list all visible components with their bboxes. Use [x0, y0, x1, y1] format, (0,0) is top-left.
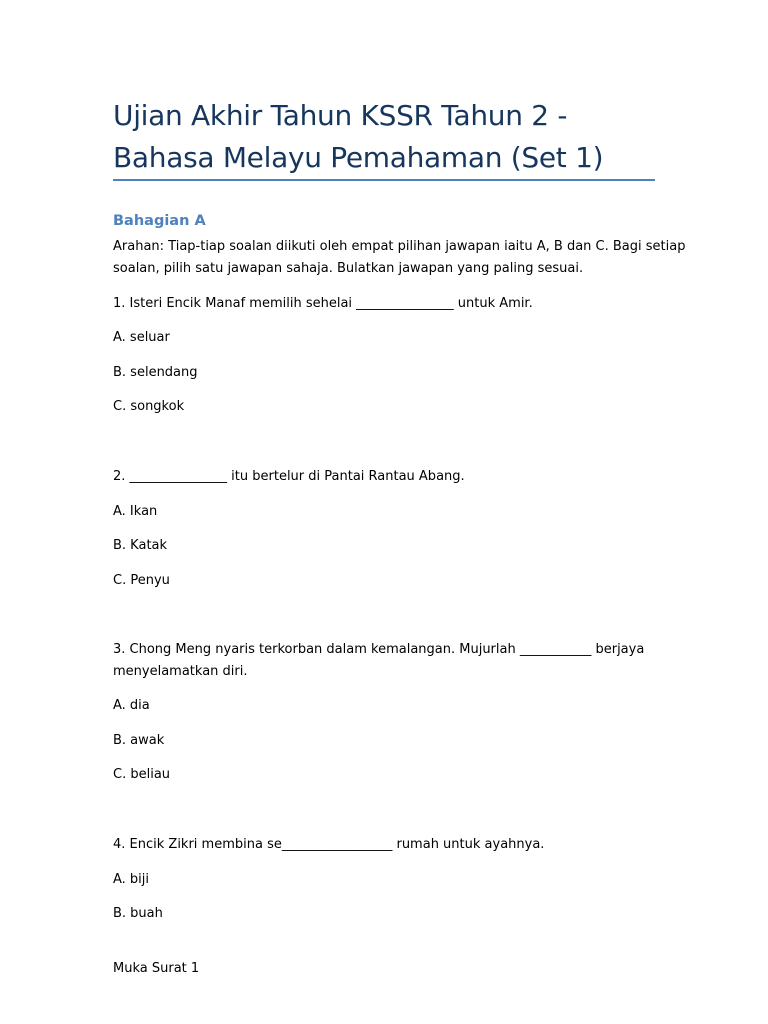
- instruction-line-1: Arahan: Tiap-tiap soalan diikuti oleh empat pilihan jawapan iaitu A, B dan C. Bagi setiap: [113, 239, 686, 254]
- question-4-option-a: A. biji: [113, 872, 150, 887]
- question-3-stem-line-1: 3. Chong Meng nyaris terkorban dalam kemalangan. Mujurlah ___________ berjaya: [113, 642, 645, 657]
- question-2-option-a: A. Ikan: [113, 504, 158, 519]
- page-footer: Muka Surat 1: [113, 961, 200, 976]
- question-2-option-b: B. Katak: [113, 538, 168, 553]
- question-3-option-c: C. beliau: [113, 767, 171, 782]
- title-underline-divider: [113, 179, 655, 181]
- question-4-option-b: B. buah: [113, 906, 163, 921]
- question-1-option-c: C. songkok: [113, 399, 185, 414]
- question-1-option-b: B. selendang: [113, 365, 198, 380]
- question-1-option-a: A. seluar: [113, 330, 170, 345]
- question-2-stem: 2. _______________ itu bertelur di Pantai Rantau Abang.: [113, 469, 465, 484]
- question-3-option-b: B. awak: [113, 733, 165, 748]
- document-title-line-2: Bahasa Melayu Pemahaman (Set 1): [113, 141, 604, 174]
- document-title-line-1: Ujian Akhir Tahun KSSR Tahun 2 -: [113, 99, 568, 132]
- document-title: [113, 95, 658, 179]
- question-4-stem: 4. Encik Zikri membina se_________________ rumah untuk ayahnya.: [113, 837, 545, 852]
- question-3-option-a: A. dia: [113, 698, 150, 713]
- question-1-stem: 1. Isteri Encik Manaf memilih sehelai _______________ untuk Amir.: [113, 296, 533, 311]
- section-heading: Bahagian A: [113, 213, 206, 229]
- question-2-option-c: C. Penyu: [113, 573, 170, 588]
- instruction-line-2: soalan, pilih satu jawapan sahaja. Bulatkan jawapan yang paling sesuai.: [113, 261, 584, 276]
- question-3-stem-line-2: menyelamatkan diri.: [113, 664, 248, 679]
